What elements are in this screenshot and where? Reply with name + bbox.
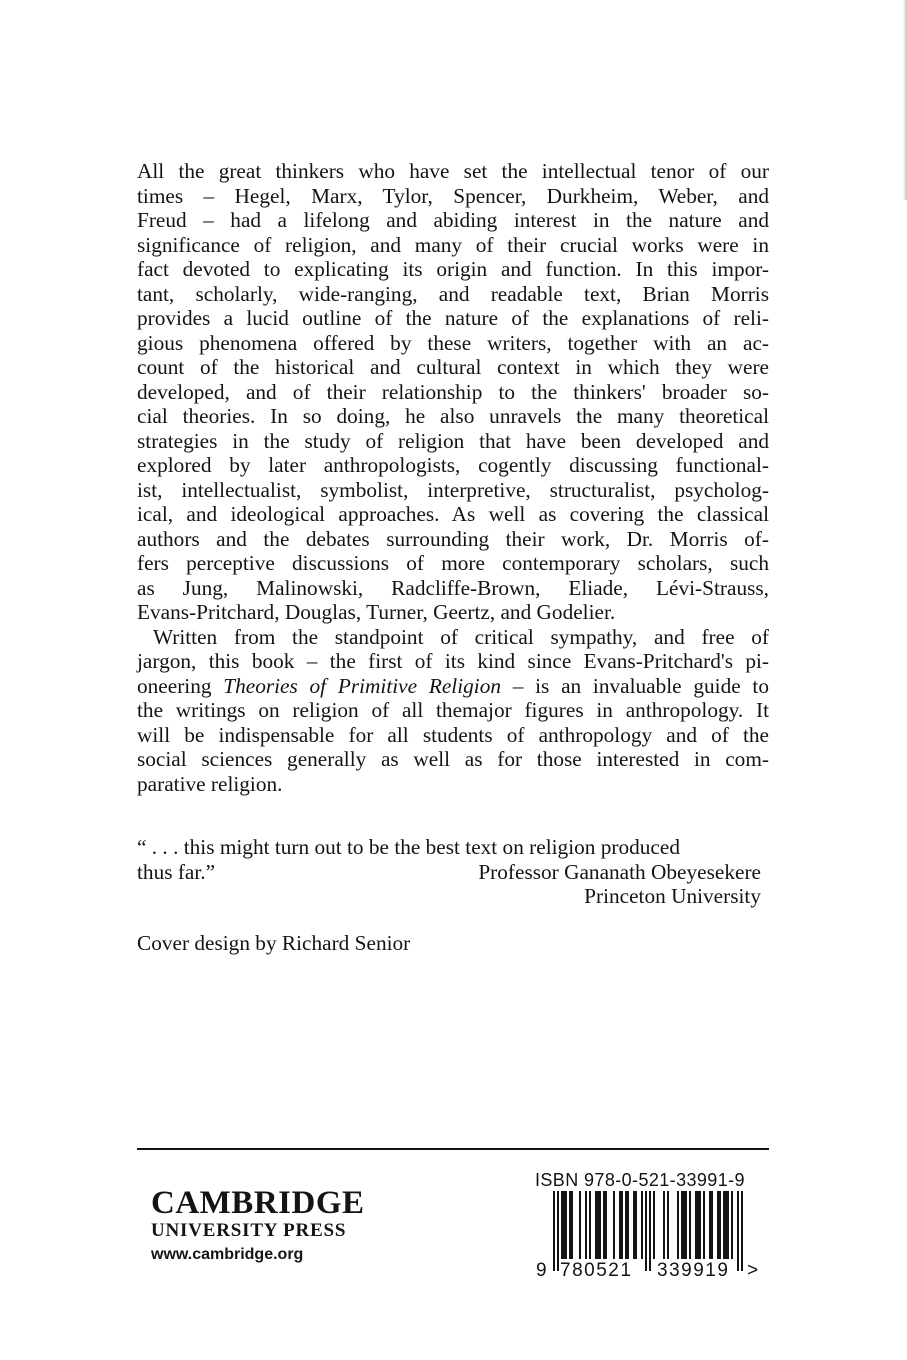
barcode-bar <box>681 1191 683 1259</box>
barcode-bar <box>597 1191 599 1259</box>
barcode-digits-right: 339919 <box>657 1260 730 1281</box>
barcode-bar <box>695 1191 697 1259</box>
barcode-bar <box>689 1191 691 1259</box>
blurb-line: All the great thinkers who have set the intellectual tenor of our <box>137 159 769 183</box>
blurb-line: as Jung, Malinowski, Radcliffe-Brown, Eliade, Lévi-Strauss, <box>137 575 769 600</box>
publisher-logo <box>151 1186 365 1268</box>
barcode-bar <box>599 1191 601 1259</box>
blurb-line: authors and the debates surrounding their work, Dr. Morris of- <box>137 526 769 551</box>
barcode-bar <box>677 1191 679 1259</box>
barcode-bar <box>653 1191 655 1259</box>
barcode-bar <box>563 1191 565 1259</box>
barcode-bar <box>709 1191 711 1259</box>
blurb-text: – is an invaluable guide to <box>501 673 769 698</box>
book-title: Theories of Primitive Religion <box>223 673 501 698</box>
barcode-bar <box>627 1191 629 1259</box>
barcode-bar <box>565 1191 567 1259</box>
blurb-line: Written from the standpoint of critical sympathy, and free of <box>153 624 769 649</box>
quote-line: “ . . . this might turn out to be the best text on religion produced <box>137 835 680 859</box>
barcode-bar <box>725 1191 727 1259</box>
barcode-digits-left: 780521 <box>560 1260 633 1281</box>
blurb-line: ist, intellectualist, symbolist, interpretive, structuralist, psycholog- <box>137 477 769 502</box>
barcode-bar <box>589 1191 591 1259</box>
blurb-line: parative religion. <box>137 771 283 796</box>
page-edge-shadow <box>903 0 907 200</box>
quote-attribution-row <box>137 860 761 885</box>
blurb-line: significance of religion, and many of their crucial works were in <box>137 232 769 257</box>
barcode-bar <box>621 1191 623 1259</box>
blurb-line: provides a lucid outline of the nature of the explanations of reli- <box>137 306 769 330</box>
blurb-line: the writings on religion of all themajor figures in anthropology. It <box>137 698 769 722</box>
isbn-label: ISBN 978-0-521-33991-9 <box>535 1170 745 1190</box>
blurb-line: tant, scholarly, wide-ranging, and readable text, Brian Morris <box>137 281 769 306</box>
barcode-bar <box>595 1191 597 1259</box>
publisher-press: UNIVERSITY PRESS <box>151 1220 347 1241</box>
blurb-line: ical, and ideological approaches. As well as covering the classical <box>137 502 769 526</box>
barcode-bar <box>741 1191 743 1271</box>
publisher-name: CAMBRIDGE <box>151 1185 365 1221</box>
blurb-line: Evans-Pritchard, Douglas, Turner, Geertz, and Godelier. <box>137 600 616 624</box>
barcode-bars-icon <box>535 1191 765 1271</box>
barcode-bar <box>727 1191 729 1259</box>
barcode-bar <box>685 1191 687 1259</box>
quote-affiliation: Princeton University <box>584 884 761 908</box>
barcode-bar <box>553 1191 555 1271</box>
blurb-line: gious phenomena offered by these writers, together with an ac- <box>137 330 769 355</box>
blurb-line: will be indispensable for all students of anthropology and of the <box>137 722 769 747</box>
barcode-bar <box>605 1191 607 1259</box>
barcode-bar <box>571 1191 573 1259</box>
blurb-line: strategies in the study of religion that have been developed and <box>137 428 769 453</box>
cover-design-credit: Cover design by Richard Senior <box>137 931 411 955</box>
endorsement-quote <box>137 835 761 909</box>
barcode-bar <box>737 1191 739 1271</box>
barcode-bar <box>699 1191 701 1259</box>
barcode-bar <box>717 1191 719 1259</box>
barcode-bar <box>723 1191 725 1259</box>
blurb <box>137 159 769 796</box>
barcode-quiet-mark: > <box>747 1260 759 1281</box>
barcode-bar <box>613 1191 615 1259</box>
blurb-paragraph-2 <box>137 625 769 797</box>
barcode-digit-first: 9 <box>536 1260 547 1281</box>
blurb-line: explored by later anthropologists, cogently discussing functional- <box>137 453 769 477</box>
barcode-bar <box>619 1191 621 1259</box>
blurb-line: Freud – had a lifelong and abiding interest in the nature and <box>137 208 769 232</box>
divider-rule <box>137 1148 769 1150</box>
blurb-line: fers perceptive discussions of more contemporary scholars, such <box>137 551 769 575</box>
barcode-bar <box>667 1191 669 1259</box>
publisher-url: www.cambridge.org <box>151 1246 304 1263</box>
barcode-bar <box>649 1191 651 1271</box>
blurb-line: times – Hegel, Marx, Tylor, Spencer, Durkheim, Weber, and <box>137 183 769 208</box>
barcode-bar <box>703 1191 705 1259</box>
barcode-bar <box>731 1191 733 1259</box>
barcode-bar <box>697 1191 699 1259</box>
isbn-barcode <box>535 1191 765 1281</box>
barcode-bar <box>633 1191 635 1259</box>
blurb-line <box>137 674 769 699</box>
blurb-line: jargon, this book – the first of its kind since Evans-Pritchard's pi- <box>137 649 769 673</box>
blurb-line: fact devoted to explicating its origin and function. In this impor- <box>137 257 769 281</box>
barcode-bar <box>635 1191 637 1259</box>
barcode-bar <box>603 1191 605 1259</box>
quote-author: Professor Gananath Obeyesekere <box>478 859 761 884</box>
barcode-bar <box>645 1191 647 1271</box>
barcode-bar <box>711 1191 713 1259</box>
blurb-line: social sciences generally as well as for those interested in com- <box>137 747 769 771</box>
barcode-bar <box>719 1191 721 1259</box>
blurb-text: oneering <box>137 673 224 698</box>
blurb-line: developed, and of their relationship to the thinkers' broader so- <box>137 379 769 404</box>
barcode-bar <box>579 1191 581 1259</box>
blurb-paragraph-1 <box>137 159 769 625</box>
blurb-line: cial theories. In so doing, he also unravels the many theoretical <box>137 404 769 428</box>
quote-line: thus far.” <box>137 859 216 884</box>
barcode-bar <box>569 1191 571 1259</box>
barcode-bar <box>641 1191 643 1259</box>
barcode-bar <box>683 1191 685 1259</box>
barcode-bar <box>557 1191 559 1271</box>
barcode-bar <box>625 1191 627 1259</box>
barcode-bar <box>663 1191 665 1259</box>
barcode-bar <box>561 1191 563 1259</box>
blurb-line: count of the historical and cultural context in which they were <box>137 355 769 379</box>
barcode-bar <box>585 1191 587 1259</box>
